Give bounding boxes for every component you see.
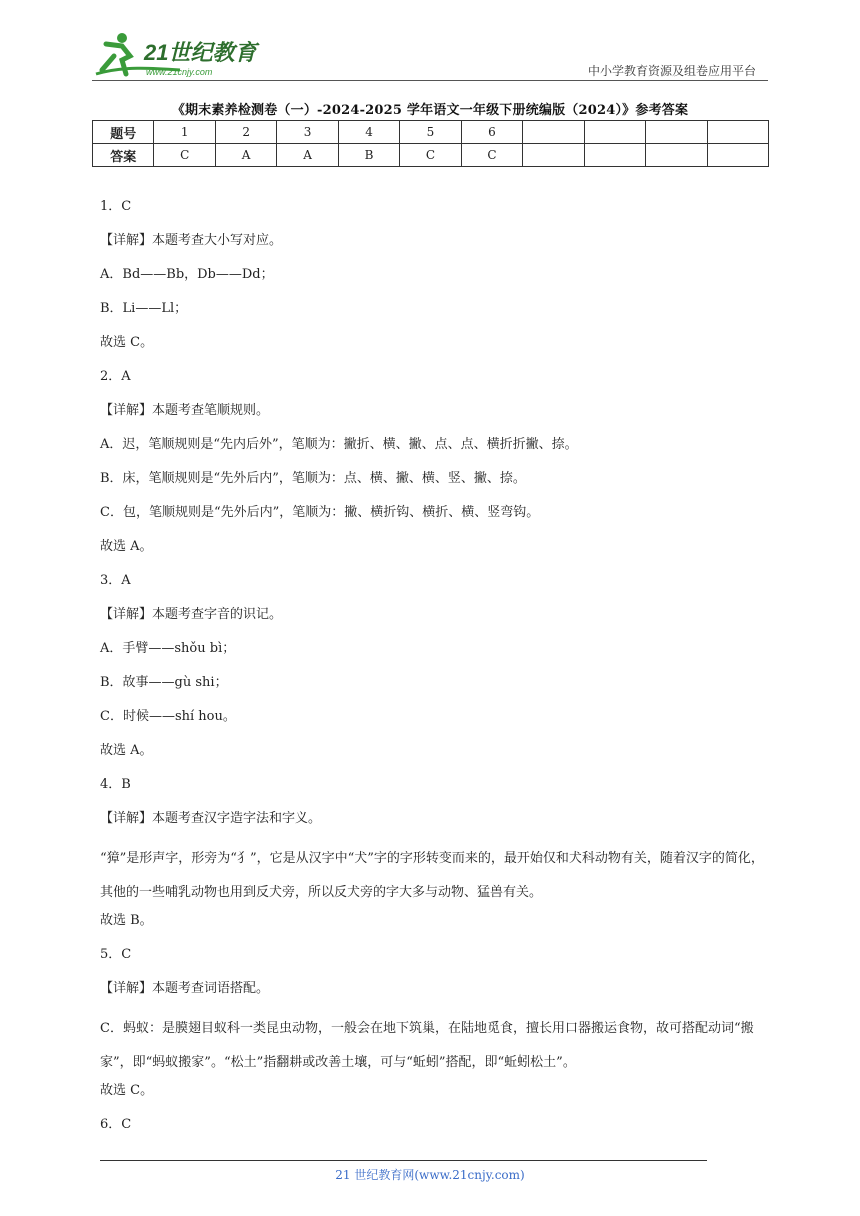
answer-cell: A	[215, 144, 276, 167]
footer-text: 21 世纪教育网(www.21cnjy.com)	[335, 1168, 525, 1182]
number-cell: 3	[277, 121, 338, 144]
row-label-answer: 答案	[93, 144, 154, 167]
footer-divider	[100, 1160, 707, 1161]
question-number: 6．C	[100, 1117, 132, 1132]
logo-url: www.21cnjy.com	[146, 67, 213, 77]
option-text: B．故事——gù shi；	[100, 675, 228, 690]
question-number: 1．C	[100, 199, 132, 214]
option-text: A．手臂——shǒu bì；	[100, 641, 236, 656]
option-text: B．床，笔顺规则是“先外后内”，笔顺为：点、横、撇、横、竖、撇、捺。	[100, 471, 526, 486]
answer-cell: C	[154, 144, 215, 167]
answer-cell: A	[277, 144, 338, 167]
number-row	[93, 121, 769, 144]
explanation: 【详解】本题考查词语搭配。	[100, 981, 270, 996]
number-cell	[646, 121, 707, 144]
question-number: 4．B	[100, 777, 131, 792]
option-text: C．包，笔顺规则是“先外后内”，笔顺为：撇、横折钩、横折、横、竖弯钩。	[100, 505, 540, 520]
answer-cell	[584, 144, 645, 167]
answer-explanations	[100, 196, 770, 1148]
conclusion: 故选 A。	[100, 743, 153, 758]
option-text: A．迟，笔顺规则是“先内后外”，笔顺为：撇折、横、撇、点、点、横折折撇、捺。	[100, 437, 578, 452]
row-label-number: 题号	[93, 121, 154, 144]
explanation: 【详解】本题考查大小写对应。	[100, 233, 283, 248]
option-text: A．Bd——Bb，Db——Dd；	[100, 267, 274, 282]
number-cell	[707, 121, 768, 144]
conclusion: 故选 A。	[100, 539, 153, 554]
question-number: 5．C	[100, 947, 132, 962]
page-header	[0, 0, 860, 85]
explanation: 【详解】本题考查汉字造字法和字义。	[100, 811, 322, 826]
conclusion: 故选 B。	[100, 913, 153, 928]
answer-cell: C	[461, 144, 522, 167]
number-cell: 5	[400, 121, 461, 144]
answer-cell	[646, 144, 707, 167]
question-number: 3．A	[100, 573, 131, 588]
document-title: 《期末素养检测卷（一）-2024-2025 学年语文一年级下册统编版（2024）》参考答案	[171, 103, 689, 118]
answer-cell	[707, 144, 768, 167]
answer-table	[92, 120, 769, 167]
conclusion: 故选 C。	[100, 1083, 154, 1098]
header-divider	[92, 80, 768, 81]
explanation: 【详解】本题考查字音的识记。	[100, 607, 283, 622]
answer-row	[93, 144, 769, 167]
number-cell: 4	[338, 121, 399, 144]
logo	[92, 30, 282, 80]
answer-cell	[523, 144, 584, 167]
paragraph-text: “獐”是形声字，形旁为“犭”，它是从汉字中“犬”字的字形转变而来的，最开始仅和犬科动物有关，随着汉字的简化，其他的一些哺乳动物也用到反犬旁，所以反犬旁的字大多与动物、猛兽有关。	[100, 851, 764, 900]
number-cell: 6	[461, 121, 522, 144]
number-cell	[584, 121, 645, 144]
number-cell: 2	[215, 121, 276, 144]
question-number: 2．A	[100, 369, 131, 384]
platform-name: 中小学教育资源及组卷应用平台	[587, 64, 756, 78]
logo-text: 21世纪教育	[144, 40, 257, 65]
conclusion: 故选 C。	[100, 335, 154, 350]
explanation: 【详解】本题考查笔顺规则。	[100, 403, 270, 418]
answer-cell: C	[400, 144, 461, 167]
option-text: C．时候——shí hou。	[100, 709, 236, 724]
number-cell	[523, 121, 584, 144]
paragraph-text: C．蚂蚁：是膜翅目蚁科一类昆虫动物，一般会在地下筑巢，在陆地觅食，擅长用口器搬运食物，故可搭配动词“搬家”，即“蚂蚁搬家”。“松土”指翻耕或改善土壤，可与“蚯蚓”搭配，即“蚯蚓松土”。	[100, 1021, 754, 1070]
option-text: B．Li——Ll；	[100, 301, 188, 316]
answer-cell: B	[338, 144, 399, 167]
number-cell: 1	[154, 121, 215, 144]
